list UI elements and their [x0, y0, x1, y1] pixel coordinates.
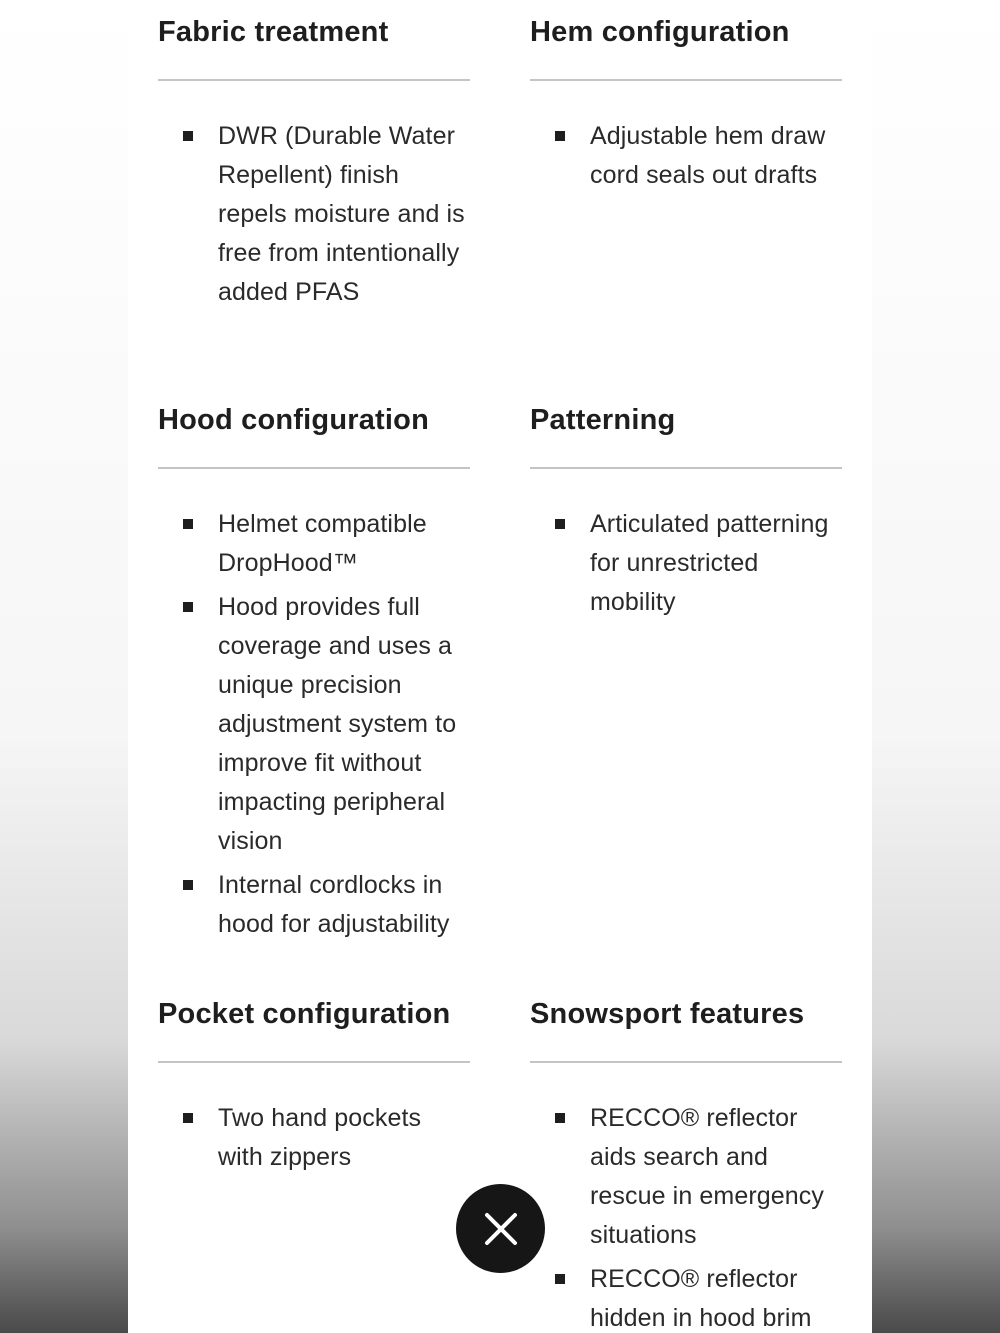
list-item	[530, 505, 842, 622]
section-hem-configuration	[530, 12, 842, 200]
section-fabric-treatment	[158, 12, 470, 317]
list-item-text: Internal cordlocks in hood for adjustability	[218, 871, 450, 938]
bullet-icon	[183, 131, 193, 141]
list-item-text: Helmet compatible DropHood™	[218, 510, 427, 577]
section-title: Patterning	[530, 404, 676, 436]
list-item	[158, 866, 470, 944]
bullet-icon	[555, 131, 565, 141]
bullet-icon	[183, 1113, 193, 1123]
list-item	[530, 117, 842, 195]
list-item	[158, 505, 470, 583]
list-item	[158, 1099, 470, 1177]
close-button[interactable]	[456, 1184, 545, 1273]
bullet-icon	[183, 519, 193, 529]
section-title: Hem configuration	[530, 16, 790, 48]
section-snowsport-features	[530, 994, 842, 1333]
list-item-text: Hood provides full coverage and uses a unique precision adjustment system to improve fit without impacting peripheral vision	[218, 593, 457, 855]
section-divider	[530, 467, 842, 469]
section-title: Pocket configuration	[158, 998, 451, 1030]
bullet-icon	[183, 880, 193, 890]
section-divider	[158, 1061, 470, 1063]
list-item	[158, 588, 470, 861]
section-divider	[158, 79, 470, 81]
bullet-icon	[555, 1113, 565, 1123]
list-item	[530, 1260, 842, 1333]
section-divider	[530, 79, 842, 81]
feature-list	[158, 505, 470, 944]
feature-list	[530, 1099, 842, 1333]
close-icon	[484, 1212, 518, 1246]
product-features-panel	[128, 0, 872, 1333]
list-item-text: RECCO® reflector hidden in hood brim	[590, 1265, 812, 1332]
section-divider	[158, 467, 470, 469]
list-item-text: Two hand pockets with zippers	[218, 1104, 422, 1171]
section-divider	[530, 1061, 842, 1063]
bullet-icon	[555, 1274, 565, 1284]
bullet-icon	[183, 602, 193, 612]
section-title: Fabric treatment	[158, 16, 389, 48]
section-title: Snowsport features	[530, 998, 805, 1030]
list-item	[158, 117, 470, 312]
feature-list	[530, 117, 842, 195]
list-item-text: Adjustable hem draw cord seals out drafts	[590, 122, 826, 189]
section-title: Hood configuration	[158, 404, 430, 436]
feature-list	[158, 1099, 470, 1177]
list-item-text: DWR (Durable Water Repellent) finish repels moisture and is free from intentionally added PFAS	[218, 122, 465, 306]
bullet-icon	[555, 519, 565, 529]
list-item	[530, 1099, 842, 1255]
list-item-text: RECCO® reflector aids search and rescue in emergency situations	[590, 1104, 824, 1249]
section-patterning	[530, 400, 842, 627]
section-hood-configuration	[158, 400, 470, 949]
list-item-text: Articulated patterning for unrestricted mobility	[590, 510, 829, 616]
section-pocket-configuration	[158, 994, 470, 1182]
feature-list	[530, 505, 842, 622]
feature-list	[158, 117, 470, 312]
